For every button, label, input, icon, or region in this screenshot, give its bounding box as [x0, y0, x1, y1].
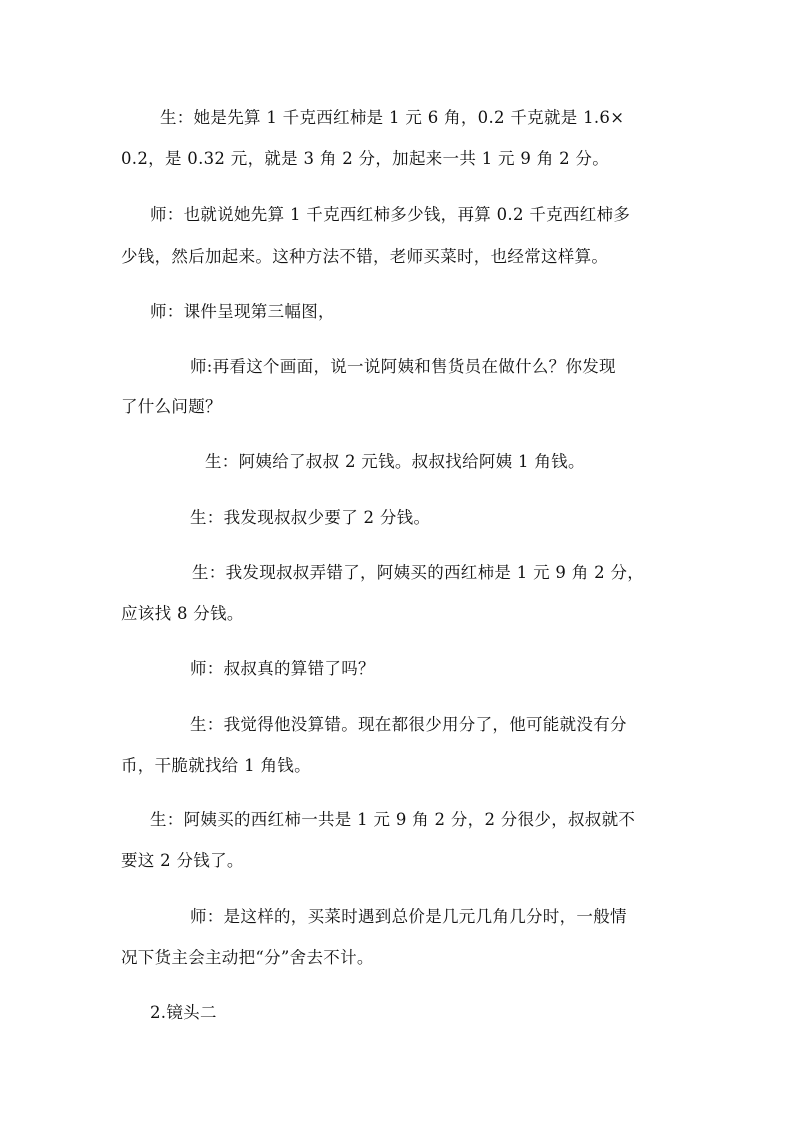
paragraph-line: 师：也就说她先算 1 千克西红柿多少钱，再算 0.2 千克西红柿多 — [150, 205, 631, 224]
paragraph-line: 少钱，然后加起来。这种方法不错，老师买菜时，也经常这样算。 — [121, 247, 609, 266]
paragraph-line: 了什么问题？ — [121, 397, 222, 416]
paragraph-line: 生：阿姨买的西红柿一共是 1 元 9 角 2 分，2 分很少，叔叔就不 — [150, 810, 636, 829]
paragraph-line: 应该找 8 分钱。 — [121, 604, 244, 623]
paragraph-line: 师：课件呈现第三幅图， — [150, 302, 335, 321]
paragraph-line: 要这 2 分钱了。 — [121, 851, 244, 870]
paragraph-line: 师:再看这个画面，说一说阿姨和售货员在做什么？你发现 — [190, 357, 616, 376]
paragraph-line: 生：我发现叔叔少要了 2 分钱。 — [190, 508, 431, 527]
paragraph-line: 币，干脆就找给 1 角钱。 — [121, 756, 311, 775]
paragraph-line: 生：我觉得他没算错。现在都很少用分了，他可能就没有分 — [190, 715, 627, 734]
paragraph-line: 0.2，是 0.32 元，就是 3 角 2 分，加起来一共 1 元 9 角 2 分。 — [121, 149, 610, 168]
paragraph-line: 况下货主会主动把“分”舍去不计。 — [121, 948, 374, 967]
paragraph-line: 生：她是先算 1 千克西红柿是 1 元 6 角，0.2 千克就是 1.6× — [160, 108, 625, 127]
paragraph-line: 师：叔叔真的算错了吗？ — [190, 659, 375, 678]
paragraph-line: 生：阿姨给了叔叔 2 元钱。叔叔找给阿姨 1 角钱。 — [205, 452, 585, 471]
paragraph-line: 生：我发现叔叔弄错了，阿姨买的西红柿是 1 元 9 角 2 分， — [192, 563, 645, 582]
paragraph-line: 师：是这样的，买菜时遇到总价是几元几角几分时，一般情 — [190, 907, 627, 926]
section-heading: 2.镜头二 — [150, 1003, 217, 1022]
